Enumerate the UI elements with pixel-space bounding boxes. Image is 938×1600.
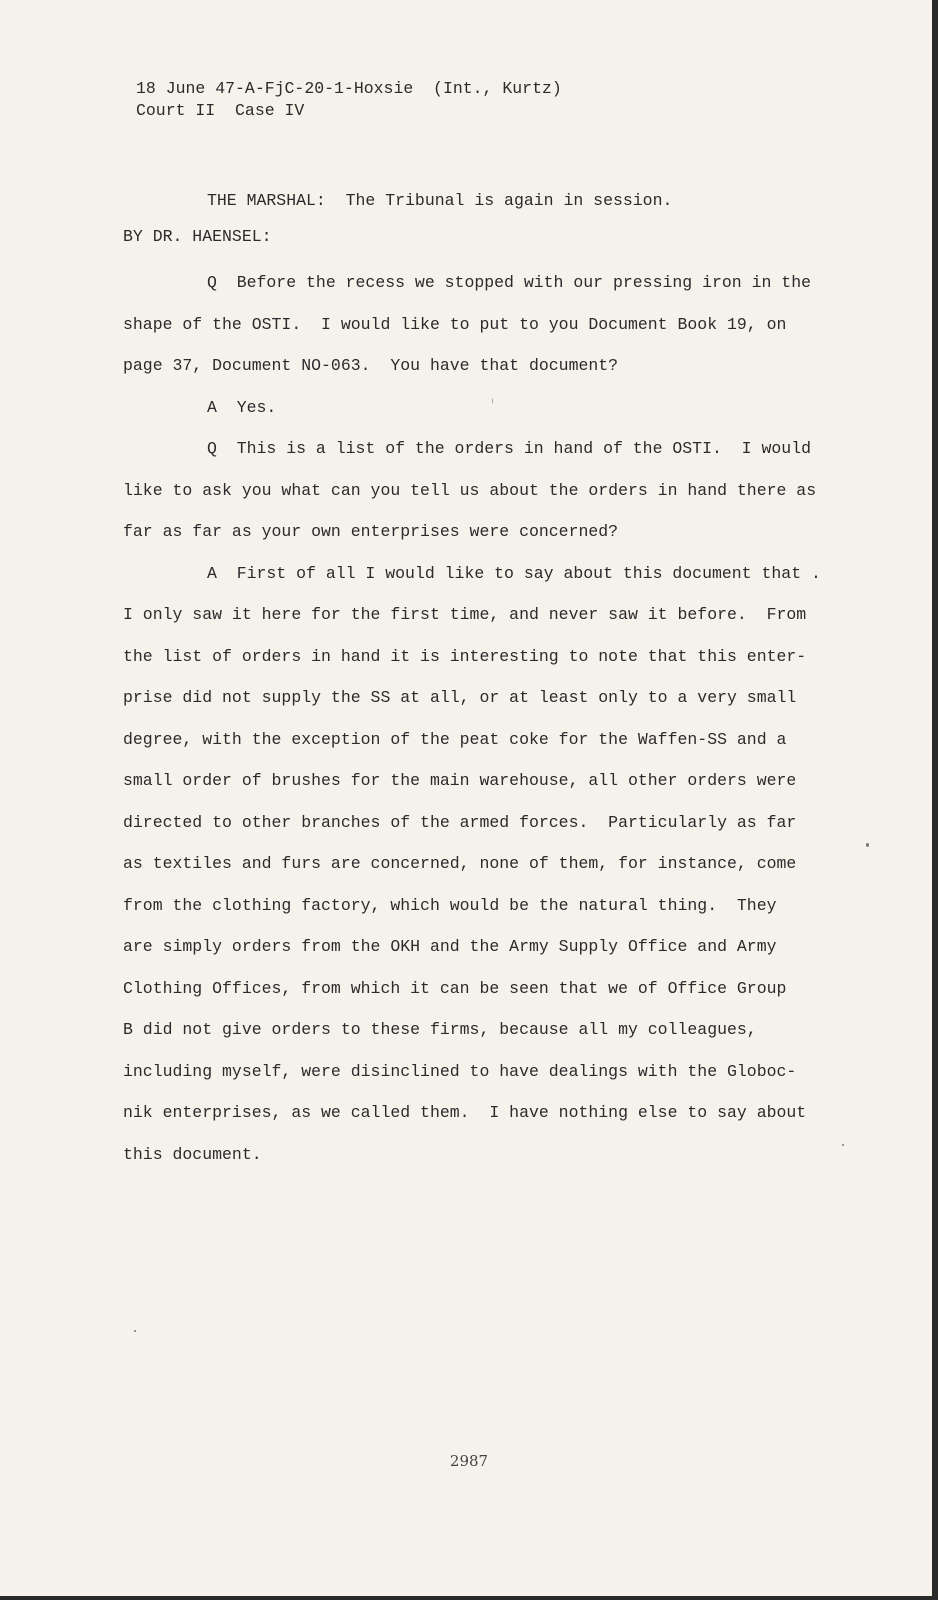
text-line: I only saw it here for the first time, and never saw it before. From <box>123 605 807 624</box>
text-line: shape of the OSTI. I would like to put to you Document Book 19, on <box>123 314 787 334</box>
header-line-1: 18 June 47-A-FjC-20-1-Hoxsie (Int., Kurtz) <box>136 79 562 98</box>
text-line: as textiles and furs are concerned, none of them, for instance, come <box>123 854 797 873</box>
examiner-line: BY DR. HAENSEL: <box>123 226 272 246</box>
text-line: are simply orders from the OKH and the Army Supply Office and Army <box>123 937 777 956</box>
text-line: this document. <box>123 1144 262 1164</box>
marshal-line: THE MARSHAL: The Tribunal is again in session. <box>207 191 673 210</box>
text-line: page 37, Document NO-063. You have that document? <box>123 356 619 375</box>
paper-speck <box>842 1144 844 1146</box>
text-line: prise did not supply the SS at all, or at least only to a very small <box>123 688 797 707</box>
question-line: Q Before the recess we stopped with our pressing iron in the <box>207 273 811 292</box>
text-line: including myself, were disinclined to have dealings with the Globoc- <box>123 1061 797 1081</box>
question-line: Q This is a list of the orders in hand of the OSTI. I would <box>207 439 811 458</box>
text-line: directed to other branches of the armed forces. Particularly as far <box>123 812 797 832</box>
text-line: small order of brushes for the main warehouse, all other orders were <box>123 771 797 790</box>
text-line: degree, with the exception of the peat coke for the Waffen-SS and a <box>123 729 787 749</box>
header-line-2: Court II Case IV <box>136 101 305 120</box>
paper-speck <box>134 1330 136 1332</box>
page-number: 2987 <box>449 1452 489 1470</box>
text-line: like to ask you what can you tell us about the orders in hand there as <box>123 480 817 500</box>
document-header <box>136 78 562 122</box>
text-line: nik enterprises, as we called them. I have nothing else to say about <box>123 1103 807 1122</box>
text-line: the list of orders in hand it is interesting to note that this enter- <box>123 646 807 666</box>
transcript-body <box>123 180 853 1175</box>
answer-line: A First of all I would like to say about this document that . <box>207 563 821 583</box>
paper-speck <box>492 398 493 404</box>
text-line: far as far as your own enterprises were concerned? <box>123 522 619 541</box>
text-line: from the clothing factory, which would be the natural thing. They <box>123 895 777 915</box>
paper-speck <box>866 843 869 847</box>
text-line: Clothing Offices, from which it can be seen that we of Office Group <box>123 978 787 998</box>
text-line: B did not give orders to these firms, because all my colleagues, <box>123 1020 757 1039</box>
answer-line: A Yes. <box>207 397 277 417</box>
